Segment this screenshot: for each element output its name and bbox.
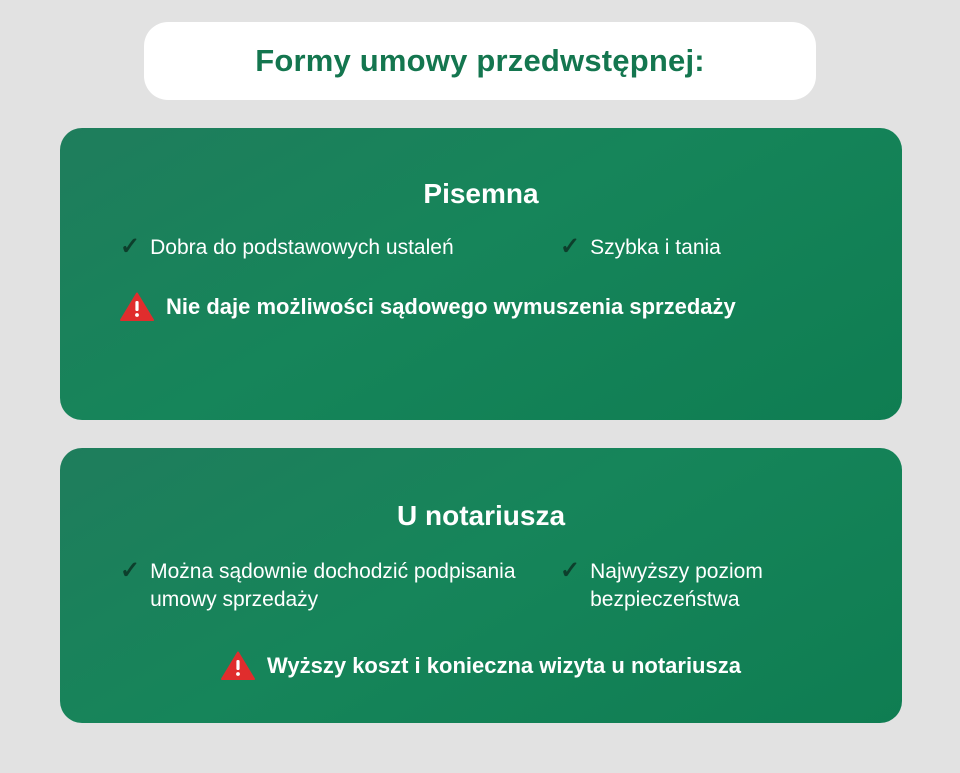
- pros-list: [84, 234, 878, 262]
- pro-item-label: Szybka i tania: [590, 236, 721, 259]
- warning-triangle-icon: [221, 651, 255, 681]
- pro-item: [120, 558, 550, 615]
- pro-item-label: Dobra do podstawowych ustaleń: [150, 236, 454, 259]
- check-icon: ✓: [120, 233, 141, 260]
- warning-label: Nie daje możliwości sądowego wymuszenia sprzedaży: [166, 294, 736, 320]
- warning-label: Wyższy koszt i konieczna wizyta u notariusza: [267, 652, 741, 678]
- check-icon: ✓: [120, 557, 141, 584]
- warning-row: [84, 292, 878, 322]
- check-icon: ✓: [560, 233, 581, 260]
- pro-item: [550, 558, 850, 615]
- page-title: Formy umowy przedwstępnej:: [255, 43, 705, 78]
- form-card-notariusz: [60, 448, 902, 723]
- warning-row: [84, 651, 878, 681]
- pro-item-label: Najwyższy poziom bezpieczeństwa: [590, 560, 763, 612]
- pros-list: [84, 558, 878, 615]
- warning-triangle-icon: [120, 292, 154, 322]
- card-title: Pisemna: [423, 178, 539, 209]
- pro-item-label: Można sądownie dochodzić podpisania umowy sprzedaży: [150, 560, 516, 612]
- page-title-pill: [144, 22, 816, 100]
- pro-item: [550, 234, 850, 262]
- check-icon: ✓: [560, 557, 581, 584]
- pro-item: [120, 234, 550, 262]
- form-card-pisemna: [60, 128, 902, 420]
- card-title: U notariusza: [396, 500, 566, 531]
